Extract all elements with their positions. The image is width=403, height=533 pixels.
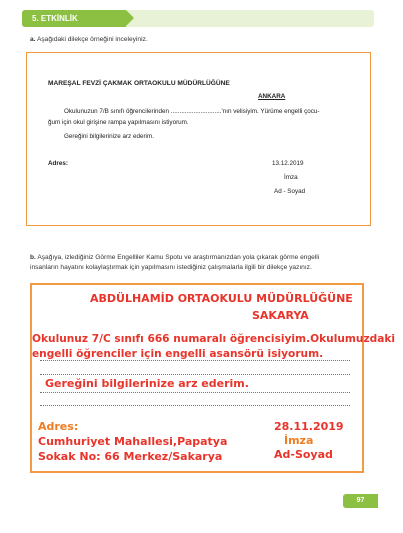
section-b-instruction — [30, 254, 375, 271]
sample-petition-signature: İmza — [284, 174, 298, 181]
sample-petition-closing: Gereğini bilgilerinize arz ederim. — [64, 133, 154, 140]
section-b-line2: insanların hayatını kolaylaştırmak için yapılmasını istediğiniz çalışmalarla ilgili bir dilekçe yazınız. — [30, 264, 312, 271]
writing-line — [40, 374, 350, 375]
section-b-letter: b. — [30, 254, 36, 261]
page-number: 97 — [343, 494, 378, 508]
sample-petition-name: Ad - Soyad — [274, 188, 306, 195]
section-a-instruction — [30, 36, 148, 43]
sample-petition-body-line1: Okulunuzun 7/B sınıfı öğrencilerinden .............................'nın velisiyim. Yürüme engelli çocu- — [64, 108, 320, 115]
sample-petition-city: ANKARA — [258, 93, 286, 100]
section-b-line1: Aşağıya, izlediğiniz Görme Engelliler Kamu Spotu ve araştırmanızdan yola çıkarak görme engelli — [37, 254, 320, 261]
written-petition-title: ABDÜLHAMİD ORTAOKULU MÜDÜRLÜĞÜNE — [90, 292, 353, 305]
sample-petition-date: 13.12.2019 — [272, 160, 304, 167]
written-petition-address-line2: Sokak No: 66 Merkez/Sakarya — [38, 450, 223, 463]
written-petition-body-line2: engelli öğrenciler için engelli asansörü isiyorum. — [32, 348, 324, 360]
written-petition-signature: İmza — [284, 434, 314, 447]
written-petition-name: Ad-Soyad — [274, 448, 333, 461]
written-petition-body-line1: Okulunuz 7/C sınıfı 666 numaralı öğrencisiyim.Okulumuzdaki — [32, 333, 396, 345]
written-petition-city: SAKARYA — [252, 309, 309, 322]
writing-line — [40, 405, 350, 406]
writing-line — [40, 392, 350, 393]
writing-line — [40, 360, 350, 361]
section-a-text: Aşağıdaki dilekçe örneğini inceleyiniz. — [36, 36, 148, 43]
written-petition-address-line1: Cumhuriyet Mahallesi,Papatya — [38, 435, 228, 448]
sample-petition-address-label: Adres: — [48, 160, 68, 167]
written-petition-closing: Gereğini bilgilerinize arz ederim. — [45, 377, 249, 390]
written-petition-address-label: Adres: — [38, 420, 79, 433]
sample-petition-body-line2: ğum için okul girişine rampa yapılmasını istiyorum. — [48, 119, 189, 126]
sample-petition-title: MAREŞAL FEVZİ ÇAKMAK ORTAOKULU MÜDÜRLÜĞÜNE — [48, 80, 230, 87]
activity-label: 5. ETKİNLİK — [22, 10, 126, 27]
written-petition-date: 28.11.2019 — [274, 420, 344, 433]
section-a-letter: a. — [30, 36, 36, 43]
